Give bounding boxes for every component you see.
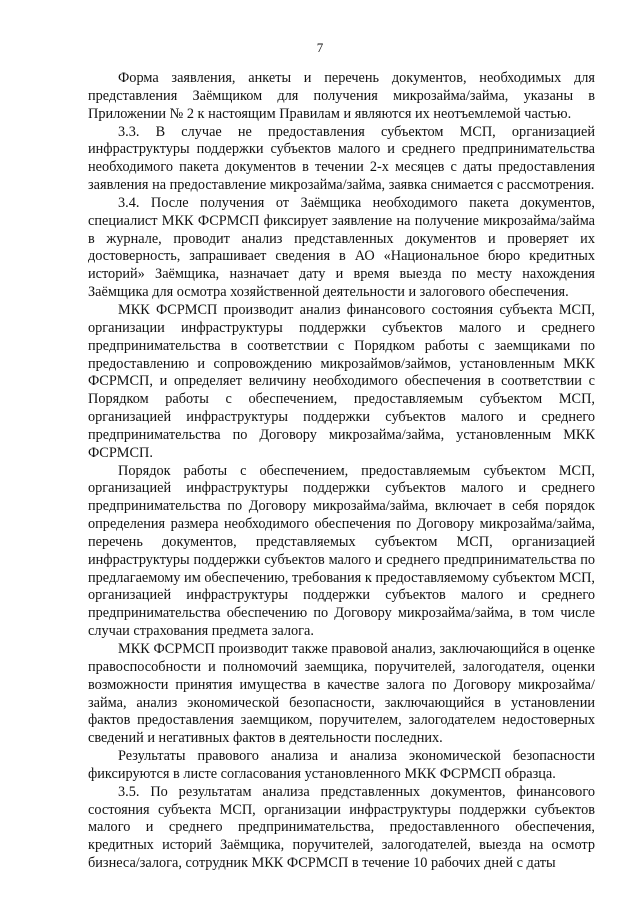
paragraph-financial-analysis: МКК ФСРМСП производит анализ финансового состояния субъекта МСП, организации инфраструктуры поддержки субъектов малого и среднего предпринимательства в соответствии с Порядком работы с заемщиками по предоставлению и сопровождению микрозаймов/займов, установленным МКК ФСРМСП, и определяет величину необходимого обеспечения в соответствии с Порядком работы с обеспечением, предоставляемым субъектом МСП, организацией инфраструктуры поддержки субъектов малого и среднего предпринимательства по Договору микрозайма/займа, установленным МКК ФСРМСП. [88, 301, 595, 461]
paragraph-3-4: 3.4. После получения от Заёмщика необходимого пакета документов, специалист МКК ФСРМСП фиксирует заявление на получение микрозайма/займа в журнале, проводит анализ представленных документов и проверяет их достоверность, запрашивает сведения в АО «Национальное бюро кредитных историй» Заёмщика, назначает дату и время выезда по месту нахождения Заёмщика для осмотра хозяйственной деятельности и залогового обеспечения. [88, 194, 595, 301]
paragraph-3-5: 3.5. По результатам анализа представленных документов, финансового состояния субъекта МСП, организации инфраструктуры поддержки субъектов малого и среднего предпринимательства, предоставленного обеспечения, кредитных историй Заёмщика, поручителей, залогодателей, выезда на осмотр бизнеса/залога, сотрудник МКК ФСРМСП в течение 10 рабочих дней с даты [88, 783, 595, 872]
document-body [88, 70, 595, 873]
paragraph-3-3: 3.3. В случае не предоставления субъектом МСП, организацией инфраструктуры поддержки субъектов малого и среднего предпринимательства необходимого пакета документов в течении 2-х месяцев с даты предоставления заявления на предоставление микрозайма/займа, заявка снимается с рассмотрения. [88, 123, 595, 194]
paragraph-analysis-results: Результаты правового анализа и анализа экономической безопасности фиксируются в листе согласования установленного МКК ФСРМСП образца. [88, 748, 595, 782]
paragraph-collateral-procedure: Порядок работы с обеспечением, предоставляемым субъектом МСП, организацией инфраструктуры поддержки субъектов малого и среднего предпринимательства по Договору микрозайма/займа, включает в себя порядок определения размера необходимого обеспечения по Договору микрозайма/займа, перечень документов, представляемых субъектом МСП, организацией инфраструктуры поддержки субъектов малого и среднего предпринимательства по предлагаемому им обеспечению, требования к предоставляемому субъектом МСП, организацией инфраструктуры поддержки субъектов малого и среднего предпринимательства обеспечению по Договору микрозайма/займа, в том числе случаи страхования предмета залога. [88, 462, 595, 640]
paragraph-legal-analysis: МКК ФСРМСП производит также правовой анализ, заключающийся в оценке правоспособности и полномочий заемщика, поручителей, залогодателя, оценки возможности принятия имущества в качестве залога по Договору микрозайма/займа, анализ экономической безопасности, заключающийся в установлении фактов предоставления заемщиком, поручителем, залогодателем недостоверных сведений и негативных фактов в деятельности последних. [88, 641, 595, 747]
paragraph-application-forms: Форма заявления, анкеты и перечень документов, необходимых для представления Заёмщиком для получения микрозайма/займа, указаны в Приложении № 2 к настоящим Правилам и являются их неотъемлемой частью. [88, 70, 595, 122]
page-number: 7 [316, 40, 324, 55]
